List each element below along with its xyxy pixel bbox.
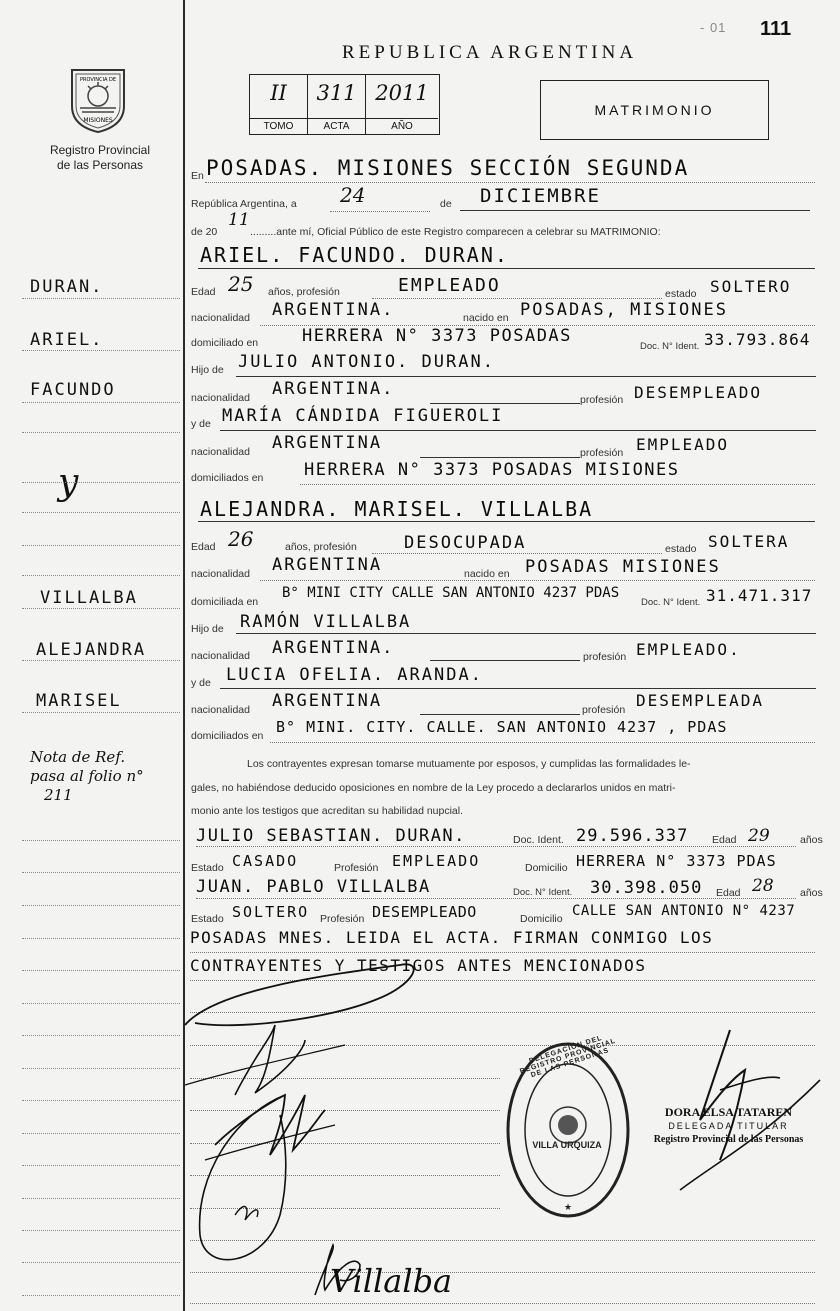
bride-birthplace: POSADAS MISIONES bbox=[525, 557, 721, 577]
de-label: de bbox=[440, 198, 452, 210]
margin-line bbox=[22, 512, 180, 513]
edad-label: Edad bbox=[716, 887, 741, 899]
witness2-name: JUAN. PABLO VILLALBA bbox=[196, 877, 431, 897]
margin-line bbox=[22, 872, 180, 873]
estado-label: estado bbox=[665, 288, 697, 300]
en-label: En bbox=[191, 170, 204, 182]
margin-line bbox=[22, 482, 180, 483]
groom-profession: EMPLEADO bbox=[398, 275, 501, 296]
field-line bbox=[196, 898, 796, 899]
profesion-label: Profesión bbox=[334, 862, 379, 874]
margin-line bbox=[22, 575, 180, 576]
bride-full-name: ALEJANDRA. MARISEL. VILLALBA bbox=[200, 497, 594, 521]
signer-title: DELEGADA TITULAR bbox=[668, 1121, 789, 1131]
margin-and-symbol: y bbox=[58, 462, 79, 503]
stamp-bottom-text: VILLA URQUIZA bbox=[532, 1140, 602, 1150]
bride-mother-nationality: ARGENTINA bbox=[272, 691, 383, 711]
domiciliados-label: domiciliados en bbox=[191, 472, 264, 484]
month-value: DICIEMBRE bbox=[480, 185, 601, 207]
profesion-label: Profesión bbox=[320, 913, 365, 925]
field-line bbox=[430, 403, 580, 404]
mother-prof-label: profesión bbox=[580, 447, 624, 459]
place-value: POSADAS. MISIONES SECCIÓN SEGUNDA bbox=[206, 156, 690, 180]
field-line bbox=[236, 376, 816, 377]
witness2-civil-status: SOLTERO bbox=[232, 903, 310, 921]
note-line1: Nota de Ref. bbox=[30, 748, 126, 766]
groom-civil-status: SOLTERO bbox=[710, 277, 792, 296]
margin-bride-name2: MARISEL bbox=[36, 691, 122, 711]
hijo-de-label: Hijo de bbox=[191, 623, 224, 635]
field-line bbox=[236, 633, 816, 634]
domiciliados-label: domiciliados en bbox=[191, 730, 264, 742]
field-line bbox=[430, 660, 580, 661]
bride-father-nationality: ARGENTINA. bbox=[272, 638, 395, 658]
closing-line2: CONTRAYENTES Y TESTIGOS ANTES MENCIONADOS bbox=[190, 956, 647, 975]
groom-parents-address: HERRERA N° 3373 POSADAS MISIONES bbox=[304, 460, 680, 480]
doc-ident-label: Doc. Ident. bbox=[513, 834, 564, 846]
margin-line bbox=[22, 1262, 180, 1263]
groom-address: HERRERA N° 3373 POSADAS bbox=[302, 326, 572, 346]
margin-line bbox=[22, 1165, 180, 1166]
estado-label: Estado bbox=[191, 862, 224, 874]
margin-line bbox=[22, 1295, 180, 1296]
misiones-seal-icon bbox=[66, 62, 130, 134]
declaration-line3: monio ante los testigos que acreditan su habilidad nupcial. bbox=[191, 805, 464, 817]
field-line bbox=[205, 182, 815, 183]
bride-mother: LUCIA OFELIA. ARANDA. bbox=[226, 665, 483, 685]
margin-line bbox=[22, 402, 180, 403]
witness2-address: CALLE SAN ANTONIO N° 4237 bbox=[572, 903, 796, 919]
groom-mother-profession: EMPLEADO bbox=[636, 435, 730, 454]
signer-org: Registro Provincial de las Personas bbox=[653, 1134, 804, 1145]
logo-bottom-text: MISIONES bbox=[83, 117, 113, 124]
field-line bbox=[196, 846, 796, 847]
margin-line bbox=[22, 1035, 180, 1036]
groom-mother: MARÍA CÁNDIDA FIGUEROLI bbox=[222, 406, 504, 426]
margin-line bbox=[22, 350, 180, 351]
margin-line bbox=[22, 1068, 180, 1069]
tomo-label: TOMO bbox=[250, 118, 307, 134]
doc-ident-label: Doc. N° Ident. bbox=[513, 887, 573, 898]
field-line bbox=[198, 521, 815, 522]
witness1-doc: 29.596.337 bbox=[576, 826, 689, 846]
father-nat-label: nacionalidad bbox=[191, 392, 250, 404]
document-type-box: MATRIMONIO bbox=[540, 80, 769, 140]
margin-line bbox=[22, 298, 180, 299]
domicilio-label: Domicilio bbox=[525, 862, 568, 874]
margin-groom-name1: ARIEL. bbox=[30, 330, 104, 350]
margin-reference-note bbox=[30, 748, 144, 805]
folio-number: 111 bbox=[760, 18, 792, 40]
field-line bbox=[460, 210, 810, 211]
father-prof-label: profesión bbox=[583, 651, 627, 663]
anos-label: años bbox=[800, 887, 823, 899]
bride-father-profession: EMPLEADO. bbox=[636, 640, 741, 659]
margin-groom-surname: DURAN. bbox=[30, 277, 104, 297]
hijo-de-label: Hijo de bbox=[191, 364, 224, 376]
acta-cell bbox=[308, 75, 366, 134]
y-de-label: y de bbox=[191, 418, 211, 430]
bride-parents-address: B° MINI. CITY. CALLE. SAN ANTONIO 4237 , PDAS bbox=[276, 718, 728, 736]
ano-cell bbox=[366, 75, 438, 134]
doc-ident-label: Doc. N° Ident. bbox=[641, 597, 701, 608]
estado-label: Estado bbox=[191, 913, 224, 925]
anos-profesion-label: años, profesión bbox=[285, 541, 357, 553]
groom-mother-nationality: ARGENTINA bbox=[272, 433, 383, 453]
groom-father-profession: DESEMPLEADO bbox=[634, 383, 762, 402]
registry-name bbox=[20, 143, 180, 173]
note-line2: pasa al folio n° bbox=[30, 767, 144, 785]
margin-bride-name1: ALEJANDRA bbox=[36, 640, 147, 660]
field-line bbox=[420, 457, 580, 458]
acta-value: 311 bbox=[316, 81, 357, 105]
margin-line bbox=[22, 545, 180, 546]
groom-birthplace: POSADAS, MISIONES bbox=[520, 300, 728, 320]
margin-line bbox=[22, 970, 180, 971]
day-value: 24 bbox=[340, 183, 366, 207]
witness2-age: 28 bbox=[752, 876, 774, 896]
signatures-drawing bbox=[175, 945, 505, 1311]
note-line3: 211 bbox=[44, 786, 73, 804]
field-line bbox=[372, 553, 662, 554]
nacido-label: nacido en bbox=[464, 568, 510, 580]
bride-mother-profession: DESEMPLEADA bbox=[636, 691, 764, 710]
mother-prof-label: profesión bbox=[582, 704, 626, 716]
bride-profession: DESOCUPADA bbox=[404, 533, 527, 553]
tomo-value: II bbox=[270, 81, 287, 105]
field-line bbox=[220, 688, 816, 689]
stamp-text: DELEGACIÓN DEL REGISTRO PROVINCIAL DE LAS PERSONAS bbox=[519, 1034, 617, 1080]
father-prof-label: profesión bbox=[580, 394, 624, 406]
groom-nationality: ARGENTINA. bbox=[272, 300, 395, 320]
margin-line bbox=[22, 1198, 180, 1199]
witness2-doc: 30.398.050 bbox=[590, 878, 703, 898]
field-line bbox=[198, 268, 815, 269]
ano-label: AÑO bbox=[366, 118, 438, 134]
groom-age: 25 bbox=[228, 272, 254, 296]
year-suffix: 11 bbox=[228, 210, 250, 230]
y-de-label: y de bbox=[191, 677, 211, 689]
margin-line bbox=[22, 1230, 180, 1231]
anos-profesion-label: años, profesión bbox=[268, 286, 340, 298]
logo-top-text: PROVINCIA DE bbox=[80, 77, 116, 83]
edad-label: Edad bbox=[191, 286, 216, 298]
anos-label: años bbox=[800, 834, 823, 846]
svg-text:★: ★ bbox=[563, 1202, 573, 1212]
nacionalidad-label: nacionalidad bbox=[191, 568, 250, 580]
field-line bbox=[330, 211, 430, 212]
doc-ident-label: Doc. N° Ident. bbox=[640, 341, 700, 352]
nacido-label: nacido en bbox=[463, 312, 509, 324]
margin-line bbox=[22, 712, 180, 713]
signer-block bbox=[636, 1105, 821, 1147]
bride-doc-number: 31.471.317 bbox=[706, 586, 813, 605]
bride-signature-text: Villalba bbox=[330, 1262, 453, 1300]
field-line bbox=[300, 484, 815, 485]
margin-bride-surname: VILLALBA bbox=[40, 588, 138, 608]
folio-prefix: - 01 bbox=[700, 20, 727, 35]
signer-name: DORA ELSA TATAREN bbox=[664, 1105, 793, 1119]
margin-line bbox=[22, 608, 180, 609]
groom-doc-number: 33.793.864 bbox=[704, 330, 811, 349]
nacionalidad-label: nacionalidad bbox=[191, 312, 250, 324]
republica-label: República Argentina, a bbox=[191, 198, 297, 210]
intro-text: .........ante mí, Oficial Público de este Registro comparecen a celebrar su MATRIMONIO: bbox=[250, 226, 661, 238]
margin-line bbox=[22, 840, 180, 841]
declaration-line2: gales, no habiéndose deducido oposiciones en nombre de la Ley procedo a declararlos unidos en matri- bbox=[191, 782, 676, 794]
margin-line bbox=[22, 660, 180, 661]
estado-label: estado bbox=[665, 543, 697, 555]
witness1-age: 29 bbox=[748, 826, 770, 846]
domicilio-label: Domicilio bbox=[520, 913, 563, 925]
margin-line bbox=[22, 1100, 180, 1101]
witness1-profession: EMPLEADO bbox=[392, 852, 481, 870]
witness1-civil-status: CASADO bbox=[232, 852, 299, 870]
mother-nat-label: nacionalidad bbox=[191, 446, 250, 458]
margin-line bbox=[22, 432, 180, 433]
bride-father: RAMÓN VILLALBA bbox=[240, 612, 412, 632]
groom-father: JULIO ANTONIO. DURAN. bbox=[238, 352, 495, 372]
margin-groom-name2: FACUNDO bbox=[30, 380, 116, 400]
margin-line bbox=[22, 1133, 180, 1134]
ano-value: 2011 bbox=[375, 81, 429, 105]
father-nat-label: nacionalidad bbox=[191, 650, 250, 662]
declaration-line1: Los contrayentes expresan tomarse mutuamente por esposos, y cumplidas las formalidades le- bbox=[247, 758, 691, 770]
margin-line bbox=[22, 1003, 180, 1004]
margin-line bbox=[22, 905, 180, 906]
bride-civil-status: SOLTERA bbox=[708, 532, 790, 551]
bride-address: B° MINI CITY CALLE SAN ANTONIO 4237 PDAS bbox=[282, 585, 620, 601]
margin-line bbox=[22, 938, 180, 939]
bride-age: 26 bbox=[228, 527, 254, 551]
country-title: REPUBLICA ARGENTINA bbox=[342, 42, 638, 63]
groom-father-nationality: ARGENTINA. bbox=[272, 379, 395, 399]
edad-label: Edad bbox=[712, 834, 737, 846]
tomo-acta-ano-box bbox=[249, 74, 440, 135]
year-prefix: de 20 bbox=[191, 226, 218, 238]
mother-nat-label: nacionalidad bbox=[191, 704, 250, 716]
field-line bbox=[260, 580, 815, 581]
registry-line1: Registro Provincial bbox=[49, 143, 151, 157]
closing-line1: POSADAS MNES. LEIDA EL ACTA. FIRMAN CONMIGO LOS bbox=[190, 928, 714, 947]
acta-label: ACTA bbox=[308, 118, 365, 134]
witness2-profession: DESEMPLEADO bbox=[372, 903, 477, 921]
tomo-cell bbox=[250, 75, 308, 134]
edad-label: Edad bbox=[191, 541, 216, 553]
field-line bbox=[220, 430, 816, 431]
field-line bbox=[372, 298, 662, 299]
witness1-address: HERRERA N° 3373 PDAS bbox=[576, 852, 777, 870]
field-line bbox=[420, 714, 580, 715]
groom-full-name: ARIEL. FACUNDO. DURAN. bbox=[200, 243, 509, 267]
field-line bbox=[270, 742, 815, 743]
registry-line2: de las Personas bbox=[56, 158, 144, 172]
witness1-name: JULIO SEBASTIAN. DURAN. bbox=[196, 826, 466, 846]
domiciliada-label: domiciliada en bbox=[191, 596, 259, 608]
bride-nationality: ARGENTINA bbox=[272, 555, 383, 575]
domiciliado-label: domiciliado en bbox=[191, 337, 259, 349]
